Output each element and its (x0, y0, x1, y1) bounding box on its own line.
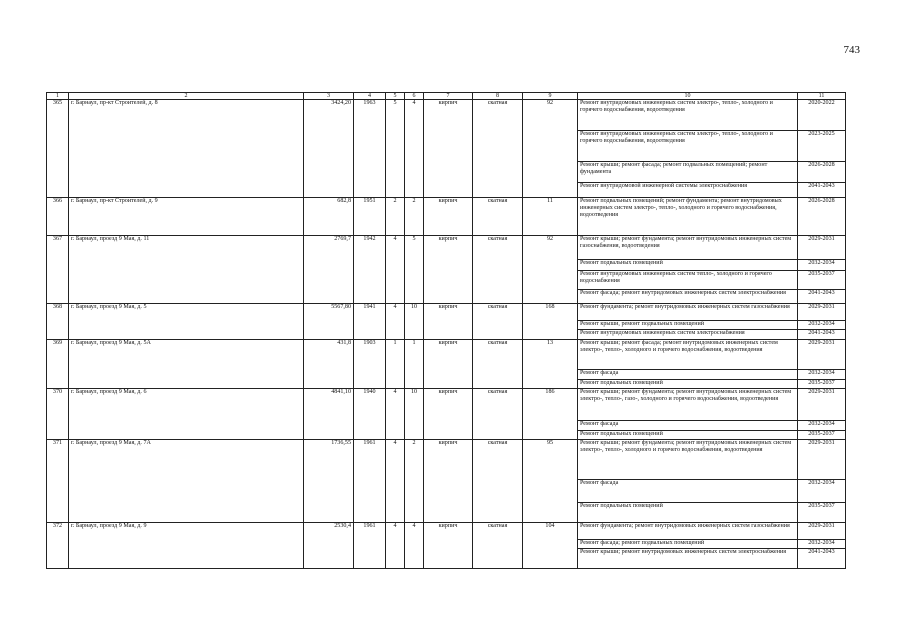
column-header: 11 (798, 93, 846, 100)
repair-work: Ремонт фундамента; ремонт внутридомовых инженерных систем газоснабжения (578, 304, 798, 321)
total-area: 3424,20 (304, 100, 354, 198)
record-number: 365 (47, 100, 69, 198)
repair-work: Ремонт внутридомовых инженерных систем электро-, тепло-, холодного и горячего водоснабжения, водоотведения (578, 100, 798, 131)
repair-period: 2032-2034 (798, 421, 846, 431)
house-row (47, 440, 846, 480)
repair-work: Ремонт подвальных помещений (578, 431, 798, 440)
resident-count: 92 (523, 100, 578, 198)
total-area: 2530,4 (304, 523, 354, 569)
column-header: 9 (523, 93, 578, 100)
roof-type: скатная (473, 198, 523, 236)
roof-type: скатная (473, 100, 523, 198)
year-built: 1961 (354, 523, 386, 569)
repair-period: 2041-2043 (798, 549, 846, 569)
repair-period: 2026-2028 (798, 198, 846, 236)
roof-type: скатная (473, 523, 523, 569)
entrance-count: 10 (405, 304, 424, 340)
repair-period: 2041-2043 (798, 330, 846, 340)
repair-work: Ремонт подвальных помещений (578, 503, 798, 523)
repair-work: Ремонт крыши; ремонт фундамента; ремонт внутридомовых инженерных систем электро-, тепло-, холодного и горячего водоснабжения, водоотведения (578, 440, 798, 480)
house-address: г. Барнаул, проезд 9 Мая, д. 7А (69, 440, 304, 523)
house-row (47, 523, 846, 540)
record-number: 368 (47, 304, 69, 340)
column-header: 7 (424, 93, 473, 100)
repair-work: Ремонт подвальных помещений (578, 380, 798, 389)
entrance-count: 4 (405, 100, 424, 198)
repair-period: 2032-2034 (798, 321, 846, 330)
record-number: 372 (47, 523, 69, 569)
resident-count: 13 (523, 340, 578, 389)
entrance-count: 10 (405, 389, 424, 440)
wall-material: кирпич (424, 100, 473, 198)
wall-material: кирпич (424, 340, 473, 389)
total-area: 1736,55 (304, 440, 354, 523)
column-header: 2 (69, 93, 304, 100)
repair-work: Ремонт фундамента; ремонт внутридомовых инженерных систем газоснабжения (578, 523, 798, 540)
year-built: 1951 (354, 198, 386, 236)
column-number-row (47, 93, 846, 100)
entrance-count: 2 (405, 440, 424, 523)
repair-work: Ремонт фасада; ремонт внутридомовых инженерных систем электроснабжения (578, 290, 798, 304)
roof-type: скатная (473, 236, 523, 304)
repair-period: 2029-2031 (798, 304, 846, 321)
column-header: 3 (304, 93, 354, 100)
record-number: 367 (47, 236, 69, 304)
page-number: 743 (843, 44, 860, 56)
repair-period: 2029-2031 (798, 440, 846, 480)
repair-period: 2032-2034 (798, 540, 846, 549)
roof-type: скатная (473, 304, 523, 340)
repair-work: Ремонт крыши; ремонт фундамента; ремонт внутридомовых инженерных систем электро-, тепло-, газо-, холодного и горячего водоснабжения, водоотведения (578, 389, 798, 421)
column-header: 8 (473, 93, 523, 100)
record-number: 369 (47, 340, 69, 389)
repair-work: Ремонт фасада; ремонт подвальных помещений (578, 540, 798, 549)
house-row (47, 100, 846, 131)
total-area: 431,8 (304, 340, 354, 389)
column-header: 5 (386, 93, 405, 100)
house-address: г. Барнаул, пр-кт Строителей, д. 8 (69, 100, 304, 198)
capital-repair-table (46, 92, 846, 569)
repair-period: 2035-2037 (798, 271, 846, 290)
column-header: 10 (578, 93, 798, 100)
house-address: г. Барнаул, пр-кт Строителей, д. 9 (69, 198, 304, 236)
floor-count: 4 (386, 304, 405, 340)
year-built: 1903 (354, 340, 386, 389)
repair-period: 2035-2037 (798, 380, 846, 389)
house-address: г. Барнаул, проезд 9 Мая, д. 11 (69, 236, 304, 304)
resident-count: 104 (523, 523, 578, 569)
repair-period: 2029-2031 (798, 523, 846, 540)
house-address: г. Барнаул, проезд 9 Мая, д. 6 (69, 389, 304, 440)
resident-count: 186 (523, 389, 578, 440)
repair-work: Ремонт подвальных помещений; ремонт фундамента; ремонт внутридомовых инженерных систем электро-, тепло-, холодного и горячего водоснабжения, водоотведения (578, 198, 798, 236)
repair-work: Ремонт подвальных помещений (578, 260, 798, 271)
roof-type: скатная (473, 340, 523, 389)
repair-period: 2020-2022 (798, 100, 846, 131)
repair-work: Ремонт крыши; ремонт фасада; ремонт подвальных помещений; ремонт фундамента (578, 162, 798, 183)
house-row (47, 304, 846, 321)
repair-period: 2041-2043 (798, 290, 846, 304)
year-built: 1942 (354, 236, 386, 304)
entrance-count: 1 (405, 340, 424, 389)
repair-period: 2032-2034 (798, 480, 846, 503)
floor-count: 5 (386, 100, 405, 198)
year-built: 1963 (354, 100, 386, 198)
wall-material: кирпич (424, 389, 473, 440)
repair-period: 2029-2031 (798, 389, 846, 421)
repair-work: Ремонт внутридомовой инженерной системы электроснабжения (578, 183, 798, 198)
repair-period: 2035-2037 (798, 503, 846, 523)
column-header: 4 (354, 93, 386, 100)
year-built: 1961 (354, 440, 386, 523)
roof-type: скатная (473, 389, 523, 440)
floor-count: 4 (386, 389, 405, 440)
total-area: 4841,10 (304, 389, 354, 440)
repair-period: 2026-2028 (798, 162, 846, 183)
wall-material: кирпич (424, 236, 473, 304)
floor-count: 2 (386, 198, 405, 236)
wall-material: кирпич (424, 304, 473, 340)
repair-period: 2029-2031 (798, 340, 846, 370)
roof-type: скатная (473, 440, 523, 523)
floor-count: 4 (386, 236, 405, 304)
resident-count: 168 (523, 304, 578, 340)
column-header: 1 (47, 93, 69, 100)
repair-period: 2023-2025 (798, 131, 846, 162)
repair-work: Ремонт крыши; ремонт фасада; ремонт внутридомовых инженерных систем электро-, тепло-, холодного и горячего водоснабжения, водоотведения (578, 340, 798, 370)
house-row (47, 236, 846, 260)
repair-work: Ремонт внутридомовых инженерных систем тепло-, холодного и горячего водоснабжения (578, 271, 798, 290)
total-area: 5567,80 (304, 304, 354, 340)
wall-material: кирпич (424, 440, 473, 523)
house-row (47, 389, 846, 421)
repair-period: 2041-2043 (798, 183, 846, 198)
wall-material: кирпич (424, 523, 473, 569)
total-area: 2769,7 (304, 236, 354, 304)
repair-work: Ремонт фасада (578, 370, 798, 380)
repair-work: Ремонт крыши; ремонт внутридомовых инженерных систем электроснабжения (578, 549, 798, 569)
resident-count: 11 (523, 198, 578, 236)
entrance-count: 4 (405, 523, 424, 569)
repair-period: 2032-2034 (798, 370, 846, 380)
record-number: 371 (47, 440, 69, 523)
house-address: г. Барнаул, проезд 9 Мая, д. 5 (69, 304, 304, 340)
repair-period: 2029-2031 (798, 236, 846, 260)
house-row (47, 340, 846, 370)
year-built: 1941 (354, 304, 386, 340)
repair-period: 2035-2037 (798, 431, 846, 440)
total-area: 682,8 (304, 198, 354, 236)
column-header: 6 (405, 93, 424, 100)
entrance-count: 2 (405, 198, 424, 236)
floor-count: 4 (386, 440, 405, 523)
resident-count: 92 (523, 236, 578, 304)
entrance-count: 5 (405, 236, 424, 304)
record-number: 366 (47, 198, 69, 236)
repair-work: Ремонт внутридомовых инженерных систем электро-, тепло-, холодного и горячего водоснабжения, водоотведения (578, 131, 798, 162)
repair-work: Ремонт крыши, ремонт подвальных помещений (578, 321, 798, 330)
house-row (47, 198, 846, 236)
floor-count: 1 (386, 340, 405, 389)
repair-work: Ремонт фасада (578, 480, 798, 503)
year-built: 1940 (354, 389, 386, 440)
repair-work: Ремонт фасада (578, 421, 798, 431)
resident-count: 95 (523, 440, 578, 523)
house-address: г. Барнаул, проезд 9 Мая, д. 5А (69, 340, 304, 389)
repair-work: Ремонт крыши; ремонт фундамента; ремонт внутридомовых инженерных систем газоснабжения, водоотведения (578, 236, 798, 260)
house-address: г. Барнаул, проезд 9 Мая, д. 9 (69, 523, 304, 569)
record-number: 370 (47, 389, 69, 440)
floor-count: 4 (386, 523, 405, 569)
repair-work: Ремонт внутридомовых инженерных систем электроснабжения (578, 330, 798, 340)
repair-period: 2032-2034 (798, 260, 846, 271)
wall-material: кирпич (424, 198, 473, 236)
